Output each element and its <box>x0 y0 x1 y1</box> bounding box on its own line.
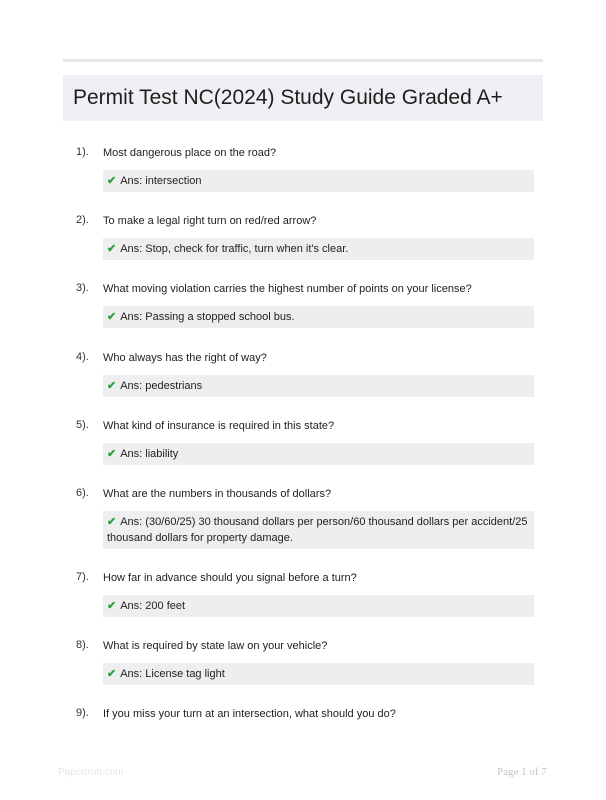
answer-text: Ans: liability <box>120 448 179 460</box>
check-icon: ✔ <box>107 600 117 612</box>
question-number: 3). <box>76 282 89 294</box>
question-text: Who always has the right of way? <box>103 352 267 364</box>
answer-box <box>103 375 534 397</box>
question-number: 9). <box>76 707 89 719</box>
question-text: What is required by state law on your vehicle? <box>103 640 328 652</box>
answer-text: Ans: License tag light <box>120 668 225 680</box>
top-divider <box>63 59 543 62</box>
watermark-text: Papertrub.com <box>58 767 124 778</box>
question-text: Most dangerous place on the road? <box>103 147 277 159</box>
answer-box <box>103 443 534 465</box>
answer-box <box>103 663 534 685</box>
answer-text: Ans: 200 feet <box>120 600 186 612</box>
answer-text: Ans: pedestrians <box>120 380 203 392</box>
question-number: 4). <box>76 351 89 363</box>
question-text: If you miss your turn at an intersection, what should you do? <box>103 708 396 720</box>
answer-box <box>103 238 534 260</box>
check-icon: ✔ <box>107 243 117 255</box>
check-icon: ✔ <box>107 380 117 392</box>
question-number: 2). <box>76 214 89 226</box>
check-icon: ✔ <box>107 175 117 187</box>
question-number: 7). <box>76 571 89 583</box>
question-text: What kind of insurance is required in this state? <box>103 420 335 432</box>
question-number: 1). <box>76 146 89 158</box>
answer-text: Ans: Stop, check for traffic, turn when it's clear. <box>120 243 349 255</box>
question-text: How far in advance should you signal before a turn? <box>103 572 357 584</box>
question-number: 5). <box>76 419 89 431</box>
question-number: 6). <box>76 487 89 499</box>
question-text: What moving violation carries the highest number of points on your license? <box>103 283 472 295</box>
answer-text: Ans: intersection <box>120 175 202 187</box>
answer-text: Ans: (30/60/25) 30 thousand dollars per person/60 thousand dollars per accident/25 thousand dollars for property damage. <box>107 516 528 544</box>
answer-box <box>103 306 534 328</box>
check-icon: ✔ <box>107 668 117 680</box>
answer-text: Ans: Passing a stopped school bus. <box>120 311 295 323</box>
check-icon: ✔ <box>107 448 117 460</box>
answer-box <box>103 170 534 192</box>
check-icon: ✔ <box>107 311 117 323</box>
question-number: 8). <box>76 639 89 651</box>
title-banner <box>63 75 543 121</box>
check-icon: ✔ <box>107 516 117 528</box>
question-text: What are the numbers in thousands of dollars? <box>103 488 332 500</box>
question-text: To make a legal right turn on red/red arrow? <box>103 215 317 227</box>
answer-box <box>103 511 534 549</box>
page-title: Permit Test NC(2024) Study Guide Graded A+ <box>73 86 503 109</box>
answer-box <box>103 595 534 617</box>
page-number: Page 1 of 7 <box>497 766 547 778</box>
